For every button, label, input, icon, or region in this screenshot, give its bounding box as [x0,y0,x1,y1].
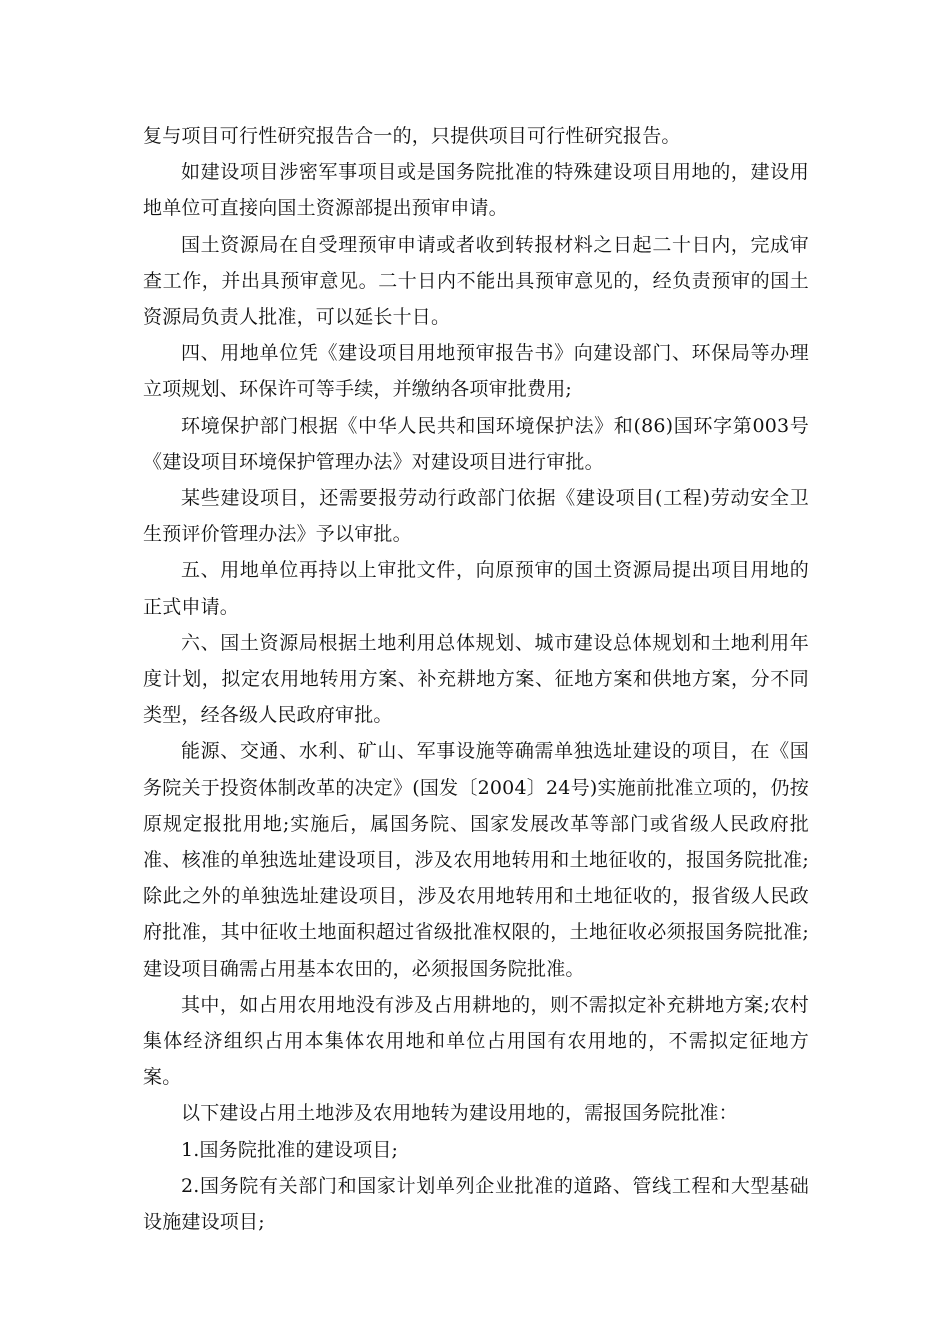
document-body [143,118,809,1240]
paragraph-3: 国土资源局在自受理预审申请或者收到转报材料之日起二十日内，完成审查工作，并出具预审意见。二十日内不能出具预审意见的，经负责预审的国土资源局负责人批准，可以延长十日。 [143,233,809,329]
paragraph-9: 能源、交通、水利、矿山、军事设施等确需单独选址建设的项目，在《国务院关于投资体制改革的决定》(国发〔2004〕24号)实施前批准立项的，仍按原规定报批用地;实施后，属国务院、国家发展改革等部门或省级人民政府批准、核准的单独选址建设项目，涉及农用地转用和土地征收的，报国务院批准;除此之外的单独选址建设项目，涉及农用地转用和土地征收的，报省级人民政府批准，其中征收土地面积超过省级批准权限的，土地征收必须报国务院批准;建设项目确需占用基本农田的，必须报国务院批准。 [143,740,809,980]
list-item-2: 2.国务院有关部门和国家计划单列企业批准的道路、管线工程和大型基础设施建设项目; [143,1174,809,1234]
paragraph-2: 如建设项目涉密军事项目或是国务院批准的特殊建设项目用地的，建设用地单位可直接向国土资源部提出预审申请。 [143,161,809,220]
paragraph-4: 四、用地单位凭《建设项目用地预审报告书》向建设部门、环保局等办理立项规划、环保许可等手续，并缴纳各项审批费用; [143,342,809,401]
paragraph-10: 其中，如占用农用地没有涉及占用耕地的，则不需拟定补充耕地方案;农村集体经济组织占用本集体农用地和单位占用国有农用地的，不需拟定征地方案。 [143,993,809,1089]
list-item-1: 1.国务院批准的建设项目; [181,1138,399,1161]
paragraph-5: 环境保护部门根据《中华人民共和国环境保护法》和(86)国环字第003号《建设项目环境保护管理办法》对建设项目进行审批。 [143,414,809,473]
paragraph-11: 以下建设占用土地涉及农用地转为建设用地的，需报国务院批准： [181,1102,738,1125]
paragraph-6: 某些建设项目，还需要报劳动行政部门依据《建设项目(工程)劳动安全卫生预评价管理办法》予以审批。 [143,487,809,546]
paragraph-7: 五、用地单位再持以上审批文件，向原预审的国土资源局提出项目用地的正式申请。 [143,559,809,618]
paragraph-1: 复与项目可行性研究报告合一的，只提供项目可行性研究报告。 [143,125,681,147]
paragraph-8: 六、国土资源局根据土地利用总体规划、城市建设总体规划和土地利用年度计划，拟定农用地转用方案、补充耕地方案、征地方案和供地方案，分不同类型，经各级人民政府审批。 [143,631,809,727]
